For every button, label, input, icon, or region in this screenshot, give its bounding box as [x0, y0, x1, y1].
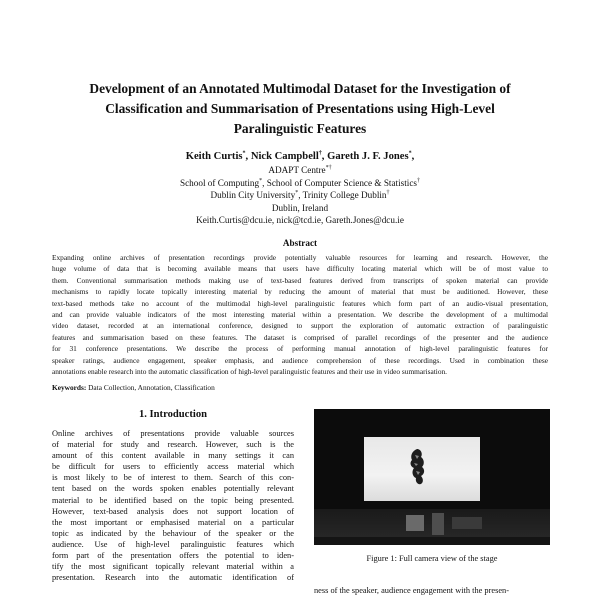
projection-screen: [364, 437, 480, 501]
body-line: presentation. Research into the automatic identification of: [52, 573, 294, 583]
body-line: topic as indicated by the behaviour of the speaker or the: [52, 528, 294, 538]
affiliation-school: School of Computing: [179, 177, 260, 188]
abstract-line: Expanding online archives of presentation recordings provide potentially valuable resources for learning and research. However, the: [52, 253, 548, 262]
title-line: Classification and Summarisation of Presentations using High-Level: [105, 101, 495, 116]
stage-photo: [314, 409, 550, 545]
abstract-line: features and summarisation based on these features. The dataset is comprised of parallel recordings of the presenter and the audience: [52, 332, 548, 342]
audience-row: [314, 537, 550, 545]
body-line: material to be identified based on the topic being presented.: [52, 495, 294, 505]
affiliation-university: , Trinity College Dublin: [298, 190, 387, 200]
stage-table: [452, 517, 482, 529]
keywords: [52, 383, 548, 392]
speaker-figure: [432, 513, 444, 535]
affiliation-mark: †: [417, 177, 421, 184]
title-line: Development of an Annotated Multimodal Dataset for the Investigation of: [89, 81, 511, 96]
author-mark: *: [242, 150, 246, 157]
abstract-line: and can provide valuable indicators of the most interesting material within a presentation. We describe the development of a multimodal: [52, 310, 548, 320]
author-emails: Keith.Curtis@dcu.ie, nick@tcd.ie, Gareth.Jones@dcu.ie: [196, 215, 404, 225]
section-heading: 1. Introduction: [138, 409, 208, 420]
abstract-line: mechanisms to rapidly locate topically interesting material by reducing the amount of material that must be auditioned. However, these: [52, 287, 548, 297]
body-line: of material for study and research. However, such is the: [52, 440, 294, 450]
affiliation-block: [52, 164, 548, 227]
affiliation-mark: *: [259, 177, 263, 184]
paper-title: [52, 79, 548, 139]
body-line: Online archives of presentations provide valuable sources: [52, 429, 294, 438]
body-line: the most important or emphasised material on a particular: [52, 517, 294, 527]
keywords-value: Data Collection, Annotation, Classification: [86, 383, 215, 392]
abstract-body: [52, 252, 548, 377]
abstract-line: video dataset, recorded at an international conference, designed to support the exploration of automatic extraction of paralinguistic: [52, 321, 548, 331]
lectern: [406, 515, 424, 531]
keywords-label: Keywords:: [52, 383, 87, 392]
body-line: is most likely to be of interest to them. Search of this con-: [52, 473, 294, 483]
introduction-body: [52, 428, 294, 583]
abstract-line: annotations enable research into the automatic classification of high-level paralinguistic features and their use in video summarisation.: [52, 367, 448, 377]
body-line: be difficult for users to efficiently access material which: [52, 462, 294, 472]
abstract-line: huge volume of data that is becoming available means that users have difficulty locating material which will be of most value to: [52, 264, 548, 274]
affiliation-mark: *†: [325, 164, 332, 171]
affiliation-centre: ADAPT Centre: [268, 165, 326, 175]
affiliation-city: Dublin, Ireland: [271, 202, 329, 213]
stage-floor: [314, 509, 550, 545]
body-line: audience. Use of high-level paralinguistic features which: [52, 539, 294, 549]
body-line: amount of this content available in many settings it can: [52, 451, 294, 461]
author-mark: †: [318, 150, 322, 157]
abstract-line: speaker ratings, audience engagement, speaker emphasis, and audience comprehension of these recordings. Used in combination these: [52, 355, 548, 365]
author-mark: *: [408, 150, 412, 157]
author-name: Gareth J. F. Jones: [327, 151, 409, 162]
affiliation-university: Dublin City University: [210, 190, 296, 200]
slide-figure-icon: [406, 447, 428, 487]
author-name: Keith Curtis: [185, 151, 243, 162]
abstract-line: for 31 conference presentations. We describe the process of performing manual annotation of high-level paralinguistic features for: [52, 344, 548, 354]
body-line: tify the most significant topically relevant material within a: [52, 562, 294, 572]
abstract-line: them. Conventional summarisation methods making use of text-based features derived from transcripts of spoken material can provide: [52, 275, 548, 285]
body-line: However, text-based analysis does not support location of: [52, 506, 294, 516]
affiliation-mark: *: [295, 189, 299, 196]
body-line: form part of the presentation offers the potential to iden-: [52, 551, 294, 561]
affiliation-school: , School of Computer Science & Statistics: [262, 177, 418, 188]
title-line: Paralinguistic Features: [233, 121, 367, 136]
abstract-line: text-based methods take no account of the multimodal high-level paralinguistic features which form part of an audio-visual presentation,: [52, 298, 548, 308]
affiliation-mark: †: [386, 189, 390, 196]
author-list: Keith Curtis*, Nick Campbell†, Gareth J. F. Jones*,: [185, 150, 415, 162]
figure-caption: Figure 1: Full camera view of the stage: [366, 554, 498, 563]
body-line: tent based on the words spoken enables potentially relevant: [52, 484, 294, 494]
right-column-text: ness of the speaker, audience engagement with the presen-: [314, 586, 509, 595]
abstract-heading: Abstract: [282, 238, 318, 248]
author-name: Nick Campbell: [250, 151, 319, 162]
